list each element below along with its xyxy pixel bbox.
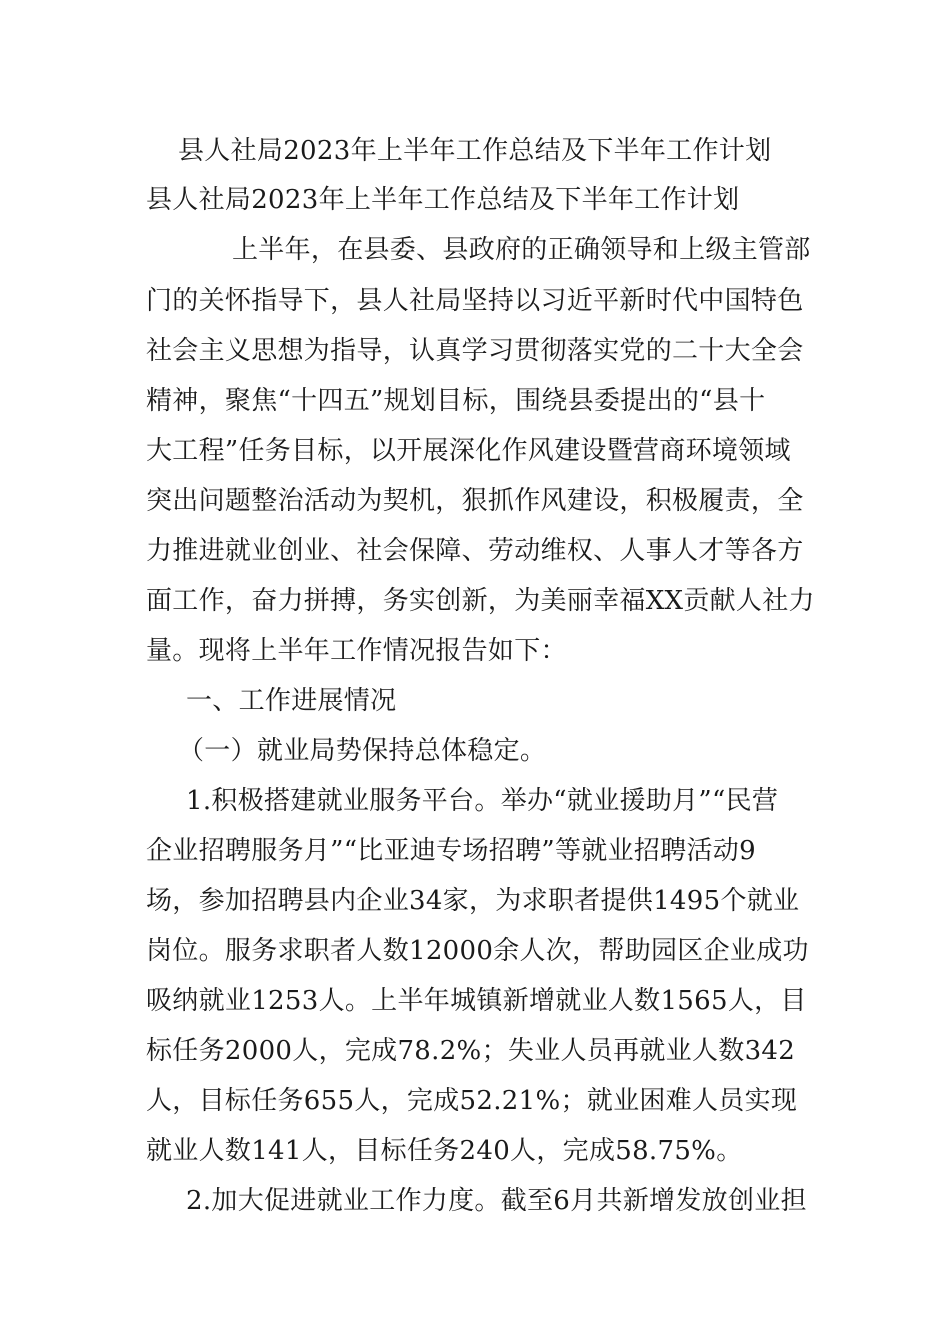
subsection-heading: （一）就业局势保持总体稳定。 (178, 736, 547, 766)
paragraph-line: 岗位。服务求职者人数12000余人次，帮助园区企业成功 (146, 936, 809, 966)
paragraph-line: 人，目标任务655人，完成52.21%；就业困难人员实现 (146, 1086, 798, 1116)
paragraph-line: 场，参加招聘县内企业34家，为求职者提供1495个就业 (146, 886, 800, 916)
intro-line: 大工程”任务目标，以开展深化作风建设暨营商环境领域 (146, 436, 791, 466)
paragraph-line: 标任务2000人，完成78.2%；失业人员再就业人数342 (146, 1036, 796, 1066)
intro-line: 突出问题整治活动为契机，狠抓作风建设，积极履责，全 (146, 486, 804, 516)
paragraph-line: 企业招聘服务月”“比亚迪专场招聘”等就业招聘活动9 (146, 836, 756, 866)
paragraph-line: 吸纳就业1253人。上半年城镇新增就业人数1565人，目 (146, 986, 807, 1016)
document-title-repeat: 县人社局2023年上半年工作总结及下半年工作计划 (146, 185, 740, 215)
section-heading: 一、工作进展情况 (186, 686, 397, 716)
paragraph-line: 就业人数141人，目标任务240人，完成58.75%。 (146, 1136, 743, 1166)
intro-line: 精神，聚焦“十四五”规划目标，围绕县委提出的“县十 (146, 386, 766, 416)
paragraph-line: 2.加大促进就业工作力度。截至6月共新增发放创业担 (186, 1186, 807, 1216)
intro-line: 门的关怀指导下，县人社局坚持以习近平新时代中国特色 (146, 286, 804, 316)
intro-line: 社会主义思想为指导，认真学习贯彻落实党的二十大全会 (146, 336, 804, 366)
intro-line: 面工作，奋力拼搏，务实创新，为美丽幸福XX贡献人社力 (146, 586, 815, 616)
intro-line: 量。现将上半年工作情况报告如下： (146, 636, 567, 666)
intro-line: 力推进就业创业、社会保障、劳动维权、人事人才等各方 (146, 536, 804, 566)
intro-line: 上半年，在县委、县政府的正确领导和上级主管部 (232, 235, 811, 265)
paragraph-line: 1.积极搭建就业服务平台。举办“就业援助月”“民营 (186, 786, 779, 816)
document-title: 县人社局2023年上半年工作总结及下半年工作计划 (178, 136, 772, 166)
